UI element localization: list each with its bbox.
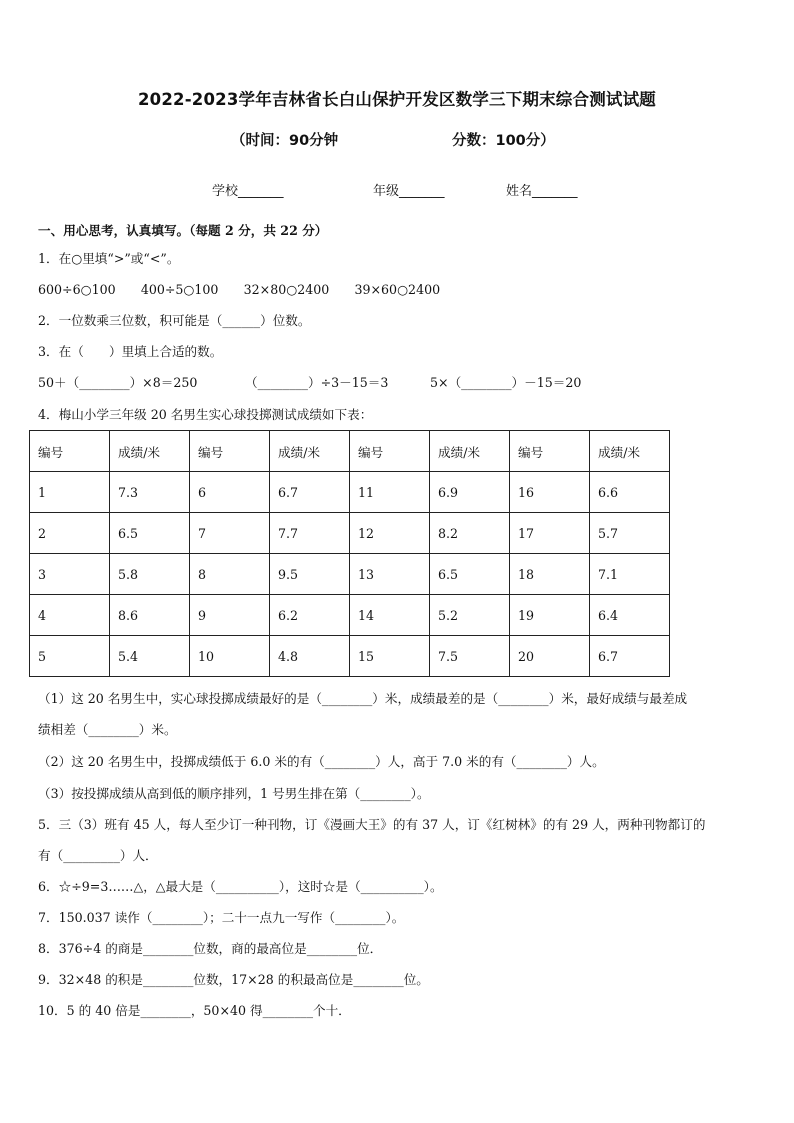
table-header-cell: 成绩/米 bbox=[270, 431, 350, 472]
table-cell: 16 bbox=[510, 472, 590, 513]
table-cell: 7 bbox=[190, 513, 270, 554]
question-1-items: 600÷6○100 400÷5○100 32×80○2400 39×60○2400 bbox=[38, 282, 441, 297]
grade-field: 年级_______ bbox=[373, 184, 445, 199]
question-3: 3．在（ ）里填上合适的数。 bbox=[38, 344, 223, 359]
table-cell: 14 bbox=[350, 595, 430, 636]
name-field: 姓名_______ bbox=[506, 184, 578, 199]
question-9: 9．32×48 的积是________位数，17×28 的积最高位是________位。 bbox=[38, 972, 429, 987]
exam-time: （时间：90分钟 bbox=[231, 133, 339, 149]
table-row bbox=[30, 472, 670, 513]
table-cell: 6.7 bbox=[590, 636, 670, 677]
table-cell: 6.4 bbox=[590, 595, 670, 636]
question-10: 10．5 的 40 倍是________，50×40 得________个十． bbox=[38, 1003, 351, 1018]
table-cell: 3 bbox=[30, 554, 110, 595]
table-header-cell: 编号 bbox=[510, 431, 590, 472]
table-cell: 6.7 bbox=[270, 472, 350, 513]
table-cell: 7.1 bbox=[590, 554, 670, 595]
question-8: 8．376÷4 的商是________位数，商的最高位是________位． bbox=[38, 941, 383, 956]
question-2: 2．一位数乘三位数，积可能是（______）位数。 bbox=[38, 313, 311, 328]
table-cell: 4.8 bbox=[270, 636, 350, 677]
question-7: 7．150.037 读作（________）；二十一点九一写作（________）。 bbox=[38, 910, 405, 925]
question-3-item-1: 50＋（________）×8＝250 bbox=[38, 375, 198, 390]
table-header-cell: 成绩/米 bbox=[110, 431, 190, 472]
table-row bbox=[30, 595, 670, 636]
section-heading: 一、用心思考，认真填写。（每题 2 分，共 22 分） bbox=[38, 223, 328, 238]
table-cell: 8.2 bbox=[430, 513, 510, 554]
table-cell: 20 bbox=[510, 636, 590, 677]
table-cell: 6 bbox=[190, 472, 270, 513]
table-cell: 11 bbox=[350, 472, 430, 513]
table-cell: 4 bbox=[30, 595, 110, 636]
table-cell: 15 bbox=[350, 636, 430, 677]
question-5a: 5．三（3）班有 45 人，每人至少订一种刊物，订《漫画大王》的有 37 人，订《红树林》的有 29 人，两种刊物都订的 bbox=[38, 817, 706, 832]
table-header-cell: 成绩/米 bbox=[590, 431, 670, 472]
table-cell: 6.6 bbox=[590, 472, 670, 513]
page-title: 2022-2023学年吉林省长白山保护开发区数学三下期末综合测试试题 bbox=[138, 90, 656, 109]
table-cell: 7.3 bbox=[110, 472, 190, 513]
table-cell: 7.7 bbox=[270, 513, 350, 554]
question-5b: 有（_________）人． bbox=[38, 848, 158, 863]
table-cell: 6.5 bbox=[430, 554, 510, 595]
exam-score: 分数：100分） bbox=[452, 133, 555, 149]
table-cell: 5.8 bbox=[110, 554, 190, 595]
table-cell: 1 bbox=[30, 472, 110, 513]
table-cell: 8 bbox=[190, 554, 270, 595]
table-cell: 13 bbox=[350, 554, 430, 595]
table-cell: 5.4 bbox=[110, 636, 190, 677]
table-header-cell: 编号 bbox=[190, 431, 270, 472]
scores-table bbox=[29, 430, 670, 677]
table-cell: 5 bbox=[30, 636, 110, 677]
table-header-cell: 编号 bbox=[350, 431, 430, 472]
table-cell: 9.5 bbox=[270, 554, 350, 595]
table-cell: 17 bbox=[510, 513, 590, 554]
table-row bbox=[30, 513, 670, 554]
table-cell: 19 bbox=[510, 595, 590, 636]
table-cell: 5.7 bbox=[590, 513, 670, 554]
table-cell: 7.5 bbox=[430, 636, 510, 677]
question-6: 6．☆÷9=3……△，△最大是（__________），这时☆是（__________）。 bbox=[38, 879, 443, 894]
table-header-cell: 成绩/米 bbox=[430, 431, 510, 472]
table-cell: 5.2 bbox=[430, 595, 510, 636]
question-4-part-2: （2）这 20 名男生中，投掷成绩低于 6.0 米的有（________）人，高于 7.0 米的有（________）人。 bbox=[38, 754, 605, 769]
table-cell: 18 bbox=[510, 554, 590, 595]
table-cell: 6.5 bbox=[110, 513, 190, 554]
table-cell: 2 bbox=[30, 513, 110, 554]
table-row bbox=[30, 636, 670, 677]
table-cell: 6.2 bbox=[270, 595, 350, 636]
question-4: 4．梅山小学三年级 20 名男生实心球投掷测试成绩如下表： bbox=[38, 407, 373, 422]
table-cell: 6.9 bbox=[430, 472, 510, 513]
question-1: 1．在○里填“>”或“<”。 bbox=[38, 251, 180, 266]
table-cell: 10 bbox=[190, 636, 270, 677]
table-header-cell: 编号 bbox=[30, 431, 110, 472]
table-cell: 12 bbox=[350, 513, 430, 554]
table-cell: 9 bbox=[190, 595, 270, 636]
table-row bbox=[30, 554, 670, 595]
scores-table-body bbox=[30, 431, 670, 677]
question-4-part-3: （3）按投掷成绩从高到低的顺序排列，1 号男生排在第（________）。 bbox=[38, 786, 430, 801]
question-4-part-1b: 绩相差（________）米。 bbox=[38, 722, 177, 737]
question-3-item-3: 5×（________）－15＝20 bbox=[430, 375, 582, 390]
question-3-item-2: （________）÷3－15＝3 bbox=[245, 375, 389, 390]
table-cell: 8.6 bbox=[110, 595, 190, 636]
table-header-row bbox=[30, 431, 670, 472]
question-4-part-1a: （1）这 20 名男生中，实心球投掷成绩最好的是（________）米，成绩最差的是（________）米，最好成绩与最差成 bbox=[38, 691, 688, 706]
school-field: 学校_______ bbox=[212, 184, 284, 199]
